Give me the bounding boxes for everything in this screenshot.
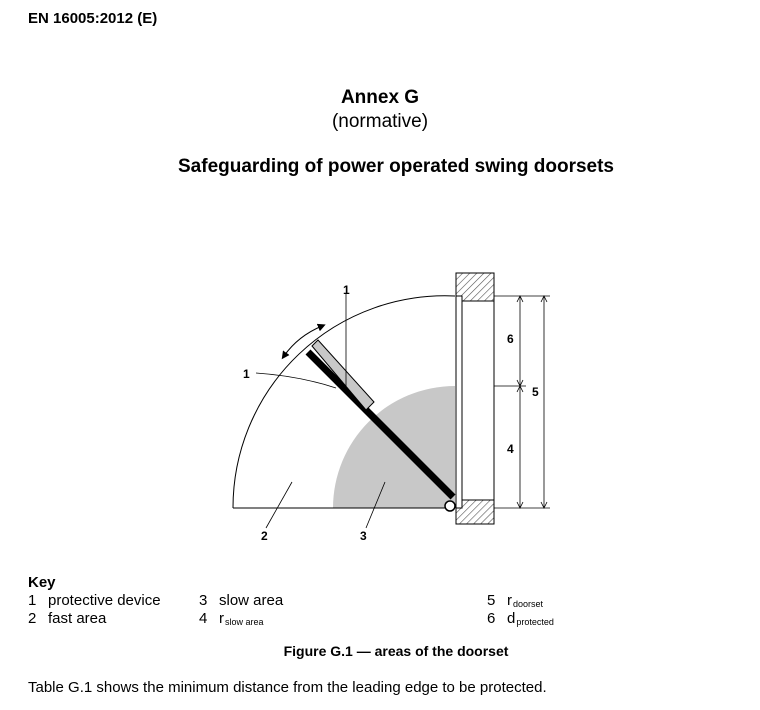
annex-heading: Safeguarding of power operated swing doorsets <box>178 156 614 177</box>
figure-label-2: 2 <box>261 529 268 543</box>
slow-area <box>333 386 455 508</box>
key-item-text: protective device <box>48 592 161 609</box>
key-item-subscript: slow area <box>225 617 264 627</box>
key-item-subscript: protected <box>516 617 554 627</box>
key-item-number: 5 <box>487 592 496 609</box>
key-item-text: fast area <box>48 610 107 627</box>
hinge <box>445 501 455 511</box>
key-item-text: r <box>219 610 224 627</box>
key-item-6 <box>487 610 554 627</box>
key-item-3 <box>199 592 283 609</box>
leader-1b <box>256 373 336 388</box>
document-header: EN 16005:2012 (E) <box>28 10 158 27</box>
wall-opening <box>462 301 494 500</box>
key-item-number: 4 <box>199 610 208 627</box>
key-item-subscript: doorset <box>513 599 544 609</box>
protective-device <box>312 340 374 410</box>
doorset-areas-figure <box>200 255 570 555</box>
figure-label-5: 5 <box>532 385 539 399</box>
figure-caption: Figure G.1 — areas of the doorset <box>283 643 509 659</box>
figure-label-4: 4 <box>507 442 514 456</box>
door-frame <box>456 296 462 508</box>
key-item-text: r <box>507 592 512 609</box>
key-item-2 <box>28 610 106 627</box>
key-item-1 <box>28 592 161 609</box>
key-item-4 <box>199 610 264 627</box>
body-paragraph: Table G.1 shows the minimum distance from the leading edge to be protected. <box>28 679 547 696</box>
key-heading: Key <box>28 574 56 591</box>
key-item-number: 6 <box>487 610 496 627</box>
key-item-number: 2 <box>28 610 37 627</box>
figure-label-6: 6 <box>507 332 514 346</box>
figure-label-1-top: 1 <box>343 283 350 297</box>
key-item-number: 3 <box>199 592 208 609</box>
key-item-5 <box>487 592 543 609</box>
figure-label-1-left: 1 <box>243 367 250 381</box>
figure-label-3: 3 <box>360 529 367 543</box>
annex-title: Annex G <box>340 87 420 108</box>
annex-type: (normative) <box>331 111 429 132</box>
key-item-text: slow area <box>219 592 284 609</box>
leader-2 <box>266 482 292 528</box>
key-item-text: d <box>507 610 516 627</box>
key-item-number: 1 <box>28 592 37 609</box>
